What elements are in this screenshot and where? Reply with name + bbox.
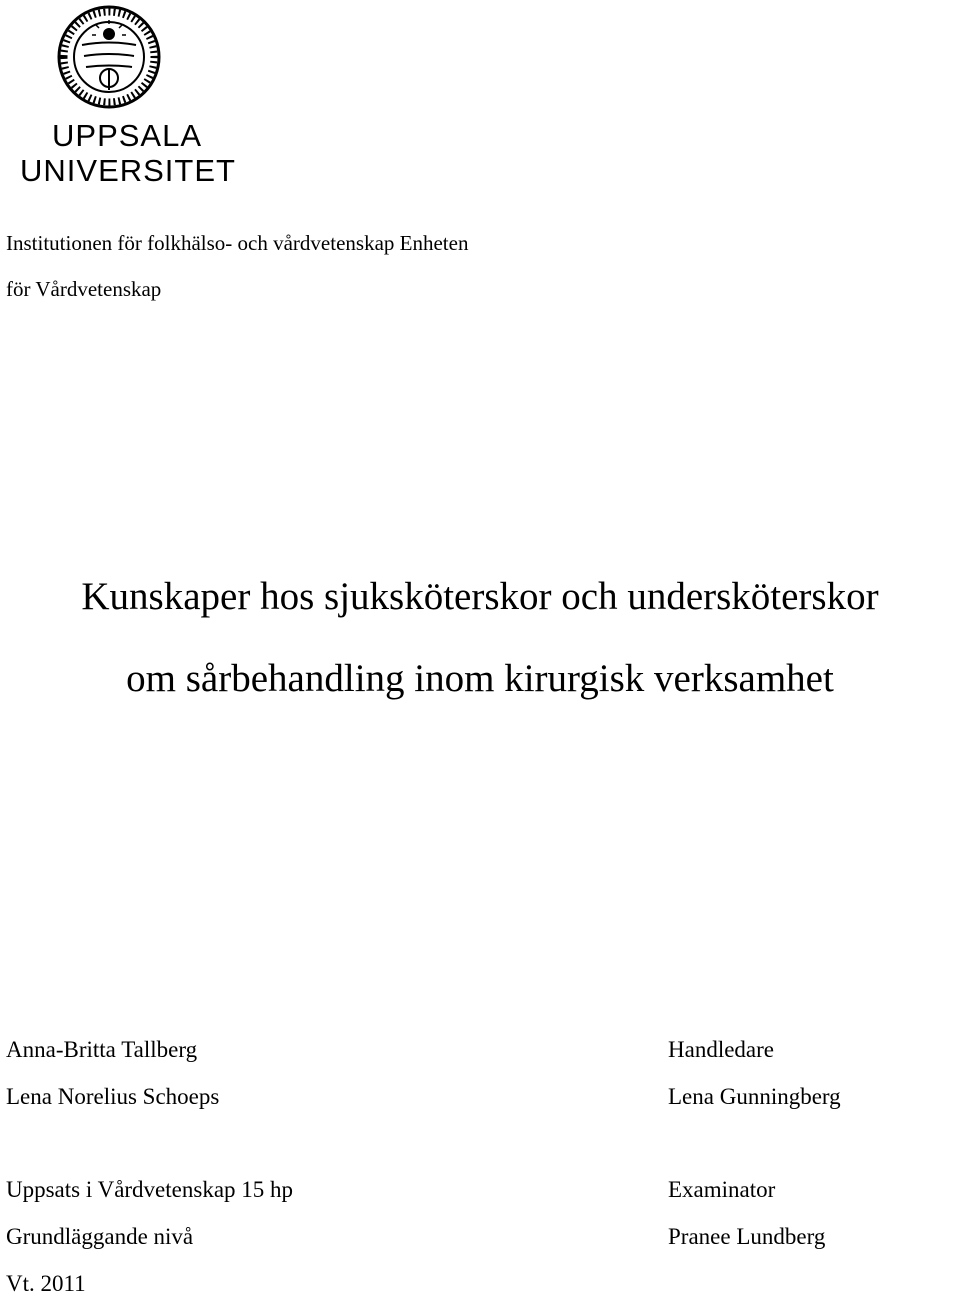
course-name: Uppsats i Vårdvetenskap 15 hp — [6, 1177, 294, 1202]
course-term: Vt. 2011 — [6, 1271, 86, 1296]
department-heading — [6, 220, 646, 312]
examiner-label: Examinator — [668, 1177, 776, 1202]
examiner-name: Pranee Lundberg — [668, 1224, 826, 1249]
wordmark-line-1: UPPSALA — [52, 118, 203, 153]
examiner-block — [668, 1166, 825, 1260]
course-block — [6, 1166, 293, 1307]
supervisor-label: Handledare — [668, 1037, 774, 1062]
author-name: Anna-Britta Tallberg — [6, 1037, 198, 1062]
university-seal-icon — [46, 4, 172, 110]
course-level: Grundläggande nivå — [6, 1224, 194, 1249]
wordmark-line-2: UNIVERSITET — [20, 153, 236, 188]
department-line-2: för Vårdvetenskap — [6, 277, 162, 301]
authors-block — [6, 1026, 219, 1120]
university-logo — [20, 4, 236, 194]
author-name: Lena Norelius Schoeps — [6, 1084, 220, 1109]
supervisor-block — [668, 1026, 841, 1120]
university-wordmark — [20, 118, 236, 188]
thesis-title-line-1: Kunskaper hos sjuksköterskor och undersköterskor — [81, 575, 879, 618]
department-line-1: Institutionen för folkhälso- och vårdvetenskap Enheten — [6, 231, 469, 255]
supervisor-name: Lena Gunningberg — [668, 1084, 841, 1109]
thesis-title-line-2: om sårbehandling inom kirurgisk verksamhet — [126, 657, 834, 700]
thesis-title — [0, 556, 960, 720]
